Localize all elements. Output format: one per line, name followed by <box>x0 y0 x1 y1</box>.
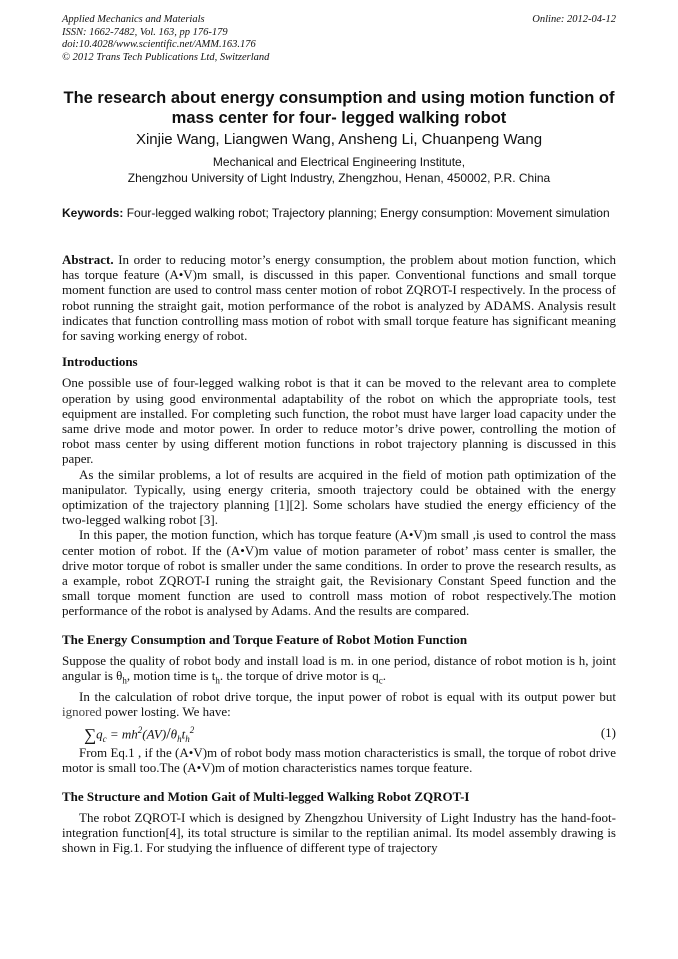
structure-heading: The Structure and Motion Gait of Multi-legged Walking Robot ZQROT-I <box>62 788 470 804</box>
energy-paragraph-1: Suppose the quality of robot body and install load is m. in one period, distance of robot motion is h, joint angular is $\theta_h$, motion time is $t_h$. the torque of drive motor is $q_c$. <box>62 652 616 686</box>
affiliation <box>62 155 616 186</box>
intro-paragraph-3: In this paper, the motion function, which has torque feature (A•V)m small ,is used to control the mass center motion of robot. If the (A•V)m value of motion parameter of robot’ mass center is smaller, the drive motor torque of robot is smaller under the same conditions. In order to prove the research results, as a example, robot ZQROT-I runing the straight gait, the Revisionary Constant Speed function and the small torque moment function are used to controll mass motion of robot respectively.The motion performance of the robot is analysed by Adams. And the results are compared. <box>62 527 616 619</box>
ignored-word: ignored <box>62 704 102 720</box>
energy-paragraph-3: From Eq.1 , if the (A•V)m of robot body mass motion characteristics is small, the torque of robot drive motor is small too.The (A•V)m of motion characteristics names torque feature. <box>62 745 616 776</box>
energy-paragraph-2: In the calculation of robot drive torque, the input power of robot is equal with its output power but ignored power losting. We have: <box>62 688 616 720</box>
equation-formula: $\sum q_c = mh^2(AV)/\theta_ht_h^2$ <box>84 725 195 745</box>
energy-heading: The Energy Consumption and Torque Feature of Robot Motion Function <box>62 631 468 647</box>
structure-paragraph-1: The robot ZQROT-I which is designed by Zhengzhou University of Light Industry has the hand-foot-integration function[4], its total structure is similar to the reptilian animal. Its model assembly drawing is shown in Fig.1. For studying the influence of different type of trajectory <box>62 809 616 856</box>
abstract <box>62 252 616 343</box>
equation-number: (1) <box>600 725 616 741</box>
keywords <box>62 206 616 222</box>
intro-paragraph-2: As the similar problems, a lot of results are acquired in the field of motion path optimization of the manipulator. Typically, using energy criteria, smooth trajectory could be obtained with the energy optimization of the trajectory planning [1][2]. Some scholars have studied the energy efficiency of the two-legged walking robot [3]. <box>62 466 616 528</box>
keywords-text: Four-legged walking robot; Trajectory planning; Energy consumption: Movement simulation <box>126 206 610 220</box>
paper-body <box>62 252 616 856</box>
equation-1 <box>62 721 616 745</box>
doi-line: doi:10.4028/www.scientific.net/AMM.163.176 <box>62 39 256 50</box>
affiliation-line-2: Zhengzhou University of Light Industry, Zhengzhou, Henan, 450002, P.R. China <box>127 170 551 185</box>
copyright-line: © 2012 Trans Tech Publications Ltd, Switzerland <box>62 51 270 63</box>
issn-line: ISSN: 1662-7482, Vol. 163, pp 176-179 <box>62 26 228 38</box>
paper-title: The research about energy consumption and using motion function of mass center for four- legged walking robot <box>63 89 615 127</box>
keywords-label: Keywords: <box>62 206 124 220</box>
online-date: Online: 2012-04-12 <box>532 14 616 25</box>
publication-header <box>62 14 616 64</box>
abstract-text: In order to reducing motor’s energy consumption, the problem about motion function, which has torque feature (A•V)m small, is discussed in this paper. Conventional functions and small torque moment function are used to control mass center motion of robot ZQROT-I respectively. In the process of robot running the straight gait, motion performance of the robot is analyzed by ADAMS. Analysis result indicates that function controlling mass motion of robot with small torque feature has significant meaning for saving working energy of robot. <box>62 252 616 344</box>
affiliation-line-1: Mechanical and Electrical Engineering Institute, <box>212 155 466 169</box>
intro-heading: Introductions <box>62 354 138 370</box>
author-list: Xinjie Wang, Liangwen Wang, Ansheng Li, Chuanpeng Wang <box>135 131 543 148</box>
intro-paragraph-1: One possible use of four-legged walking robot is that it can be moved to the relevant area to complete operation by using good environmental adaptability of the robot on which the appropriate tools, test equipment are installed. For completing such function, the robot must have larger load capacity under the same drive mode and motor power. In order to reduce motor’s drive power, controlling the motion of robot mass center by using different motion functions in robot trajectory planning is discussed in this paper. <box>62 375 616 467</box>
journal-name: Applied Mechanics and Materials <box>62 14 205 25</box>
abstract-label: Abstract. <box>62 252 114 267</box>
